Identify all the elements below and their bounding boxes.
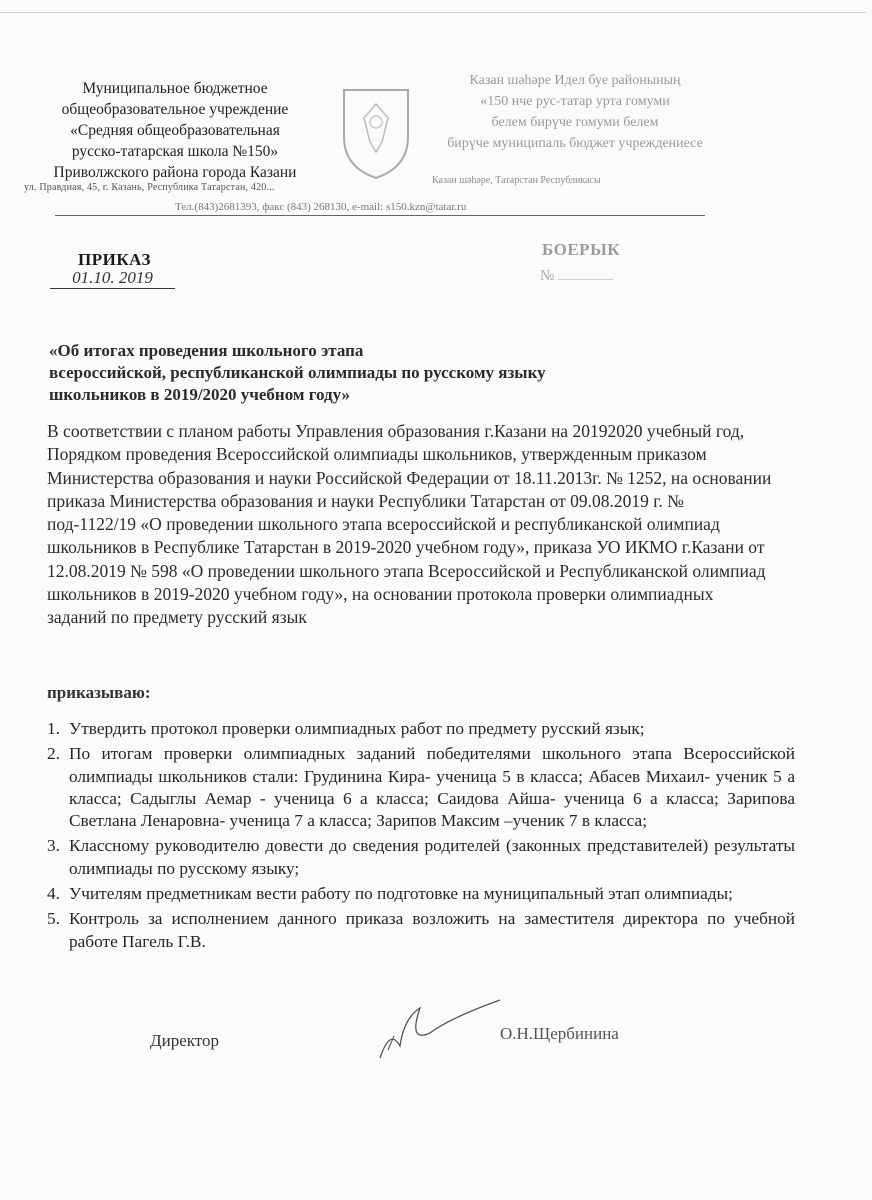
- order-items: [47, 718, 795, 956]
- letterhead-right: [430, 70, 720, 154]
- item-text: По итогам проверки олимпиадных заданий победителями школьного этапа Всероссийской олимпиады школьников стали: Грудинина Кира- ученица 5 в класса; Абасев Михаил- ученик 5 а класса; Садыглы Аемар - ученица 6 а класса; Саидова Айша- ученица 6 а класса; Зарипова Светлана Ленаровна- ученица 7 а класса; Зарипов Максим –ученик 7 в класса;: [69, 744, 795, 831]
- letterhead-right-address: Казан шәһәре, Татарстан Республикасы: [432, 175, 601, 186]
- item-number: 5.: [47, 909, 60, 929]
- letterhead-left-line: русско-татарская школа №150»: [71, 143, 279, 160]
- item-number: 1.: [47, 719, 60, 738]
- list-item: [47, 908, 795, 953]
- letterhead-right-line: бирүче муниципаль бюджет учреждениесе: [447, 136, 703, 151]
- item-number: 2.: [47, 744, 60, 764]
- order-date: 01.10. 2019: [50, 268, 175, 289]
- item-text: Утвердить протокол проверки олимпиадных работ по предмету русский язык;: [69, 719, 645, 738]
- item-text: Контроль за исполнением данного приказа возложить на заместителя директора по учебной работе Пагель Г.В.: [69, 909, 795, 951]
- list-item: [47, 743, 795, 832]
- order-title-ru: ПРИКАЗ: [78, 250, 151, 269]
- list-item: [47, 883, 795, 905]
- order-preamble: В соответствии с планом работы Управления образования г.Казани на 20192020 учебный год, Порядком проведения Всероссийской олимпиады школьников, утвержденным приказом Министерства образования и науки Российской Федерации от 18.11.2013г. № 1252, на основании приказа Министерства образования и науки Республики Татарстан от 09.08.2019 г. № под-1122/19 «О проведении школьного этапа всероссийской и республиканской олимпиад школьников в Республике Татарстан в 2019-2020 учебном году», приказа УО ИКМО г.Казани от 12.08.2019 № 598 «О проведении школьного этапа Всероссийской и Республиканской олимпиад школьников в 2019-2020 учебном году», на основании протокола проверки олимпиадных заданий по предмету русский язык: [47, 421, 772, 628]
- coat-of-arms-icon: [336, 82, 416, 182]
- item-number: 4.: [47, 884, 60, 904]
- order-title-tt: БОЕРЫК: [542, 240, 621, 259]
- contacts-text: Тел.(843)2681393, факс (843) 268130, e-mail: s150.kzn@tatar.ru: [175, 201, 467, 213]
- order-number-label: №: [540, 268, 555, 284]
- subject-line: школьников в 2019/2020 учебном году»: [49, 385, 351, 404]
- signature-name: О.Н.Щербинина: [500, 1024, 619, 1043]
- letterhead-left-line: общеобразовательное учреждение: [61, 101, 289, 118]
- list-item: [47, 835, 795, 880]
- list-item: [47, 718, 795, 740]
- subject-line: «Об итогах проведения школьного этапа: [49, 341, 364, 360]
- signature-role: Директор: [150, 1031, 219, 1050]
- letterhead-right-line: Казан шәһәре Идел буе районының: [469, 73, 681, 88]
- item-text: Классному руководителю довести до сведения родителей (законных представителей) результаты олимпиады по русскому языку;: [69, 836, 795, 878]
- letterhead-contacts: [55, 201, 705, 216]
- order-number: [540, 268, 613, 285]
- letterhead-left-line: Приволжского района города Казани: [53, 164, 297, 181]
- order-number-blank: [558, 279, 613, 280]
- page-top-edge: [0, 12, 866, 13]
- subject-line: всероссийской, республиканской олимпиады по русскому языку: [49, 363, 546, 382]
- orders-label: приказываю:: [47, 683, 151, 702]
- order-subject: [49, 340, 669, 406]
- letterhead-left-line: «Средняя общеобразовательная: [70, 122, 280, 139]
- item-number: 3.: [47, 836, 60, 856]
- letterhead-right-line: «150 нче рус-татар урта гомуми: [480, 94, 670, 109]
- letterhead-left-line: Муниципальное бюджетное: [82, 80, 268, 97]
- item-text: Учителям предметникам вести работу по подготовке на муниципальный этап олимпиады;: [69, 884, 733, 904]
- letterhead-right-line: белем бирүче гомуми белем: [491, 115, 659, 130]
- letterhead-left: [30, 78, 320, 183]
- letterhead-left-address: ул. Правдная, 45, г. Казань, Республика Татарстан, 420...: [24, 182, 275, 193]
- handwritten-signature-icon: [360, 988, 510, 1068]
